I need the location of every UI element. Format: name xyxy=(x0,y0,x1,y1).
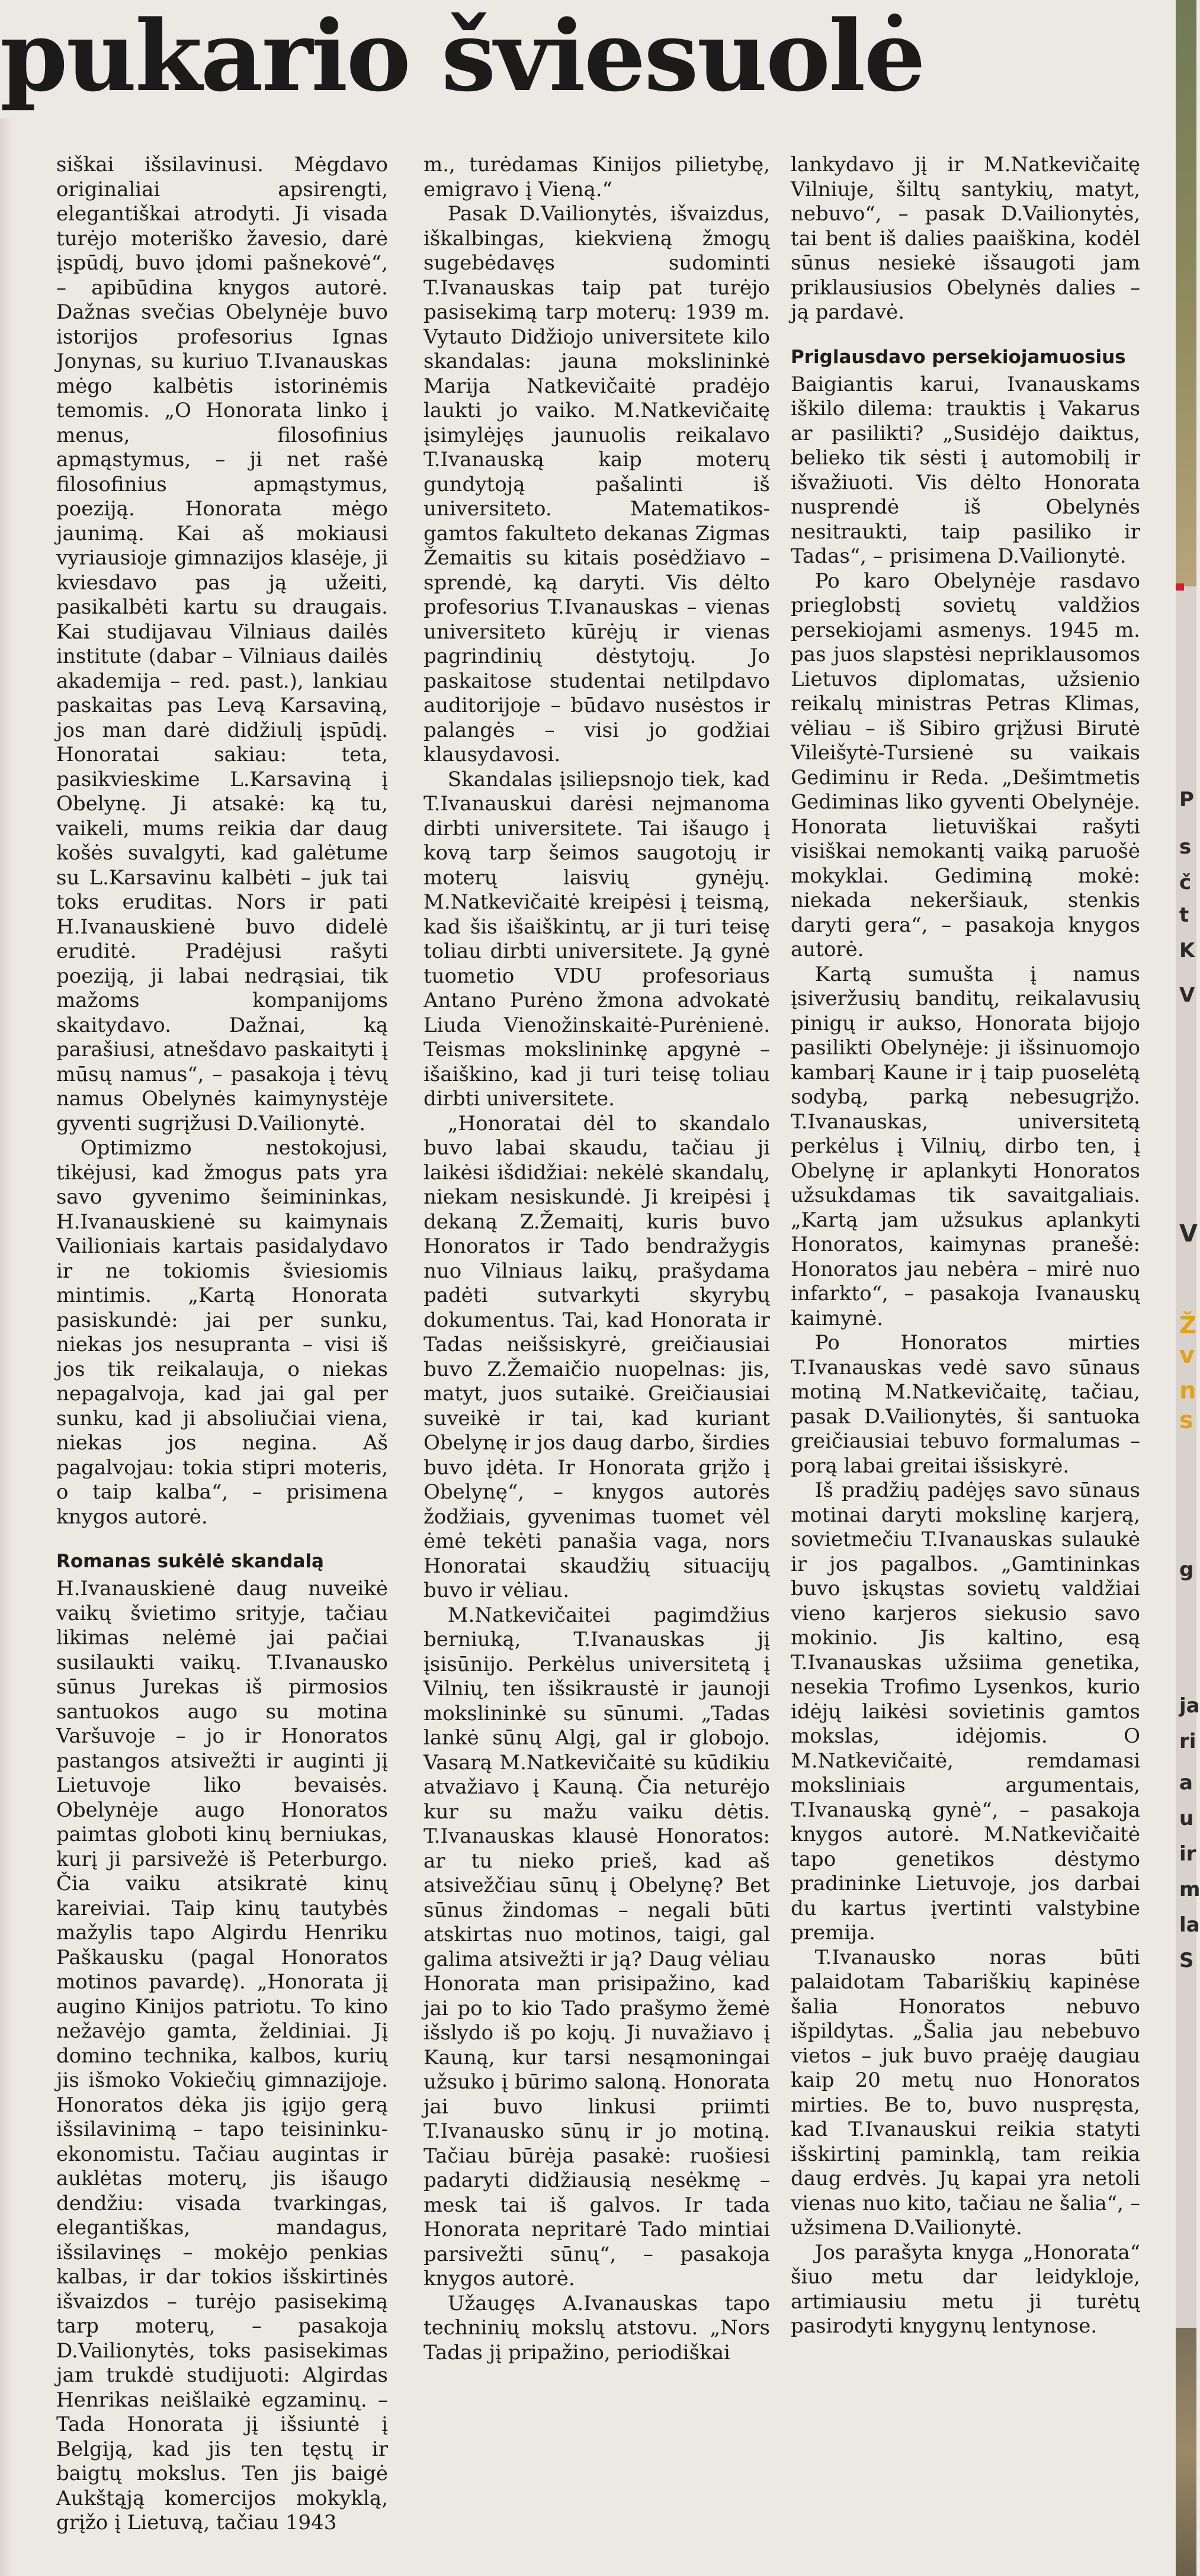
paragraph: M.Natkevičaitei pagimdžius berniuką, T.Ivanauskas jį įsisūnijo. Perkėlus universitetą į Vilnių, ten išsikraustė ir jaunoji mokslininkė su sūnumi. „Tadas lankė sūnų Algį, gal ir globojo. Vasarą M.Natkevičaitė su kūdikiu atvažiavo į Kauną. Čia neturėjo kur su mažu vaiku dėtis. T.Ivanauskas klausė Honoratos: ar tu nieko prieš, kad aš atsivežčiau sūnų į Obelynę? Bet sūnus žindomas – negali būti atskirtas nuo motinos, taigi, gal galima atsivežti ir ją? Daug vėliau Honorata man prisipažino, kad jai po to kio Tado prašymo žemė išslydo iš po kojų. Ji nuvažiavo į Kauną, kur tarsi nesąmoningai užsuko į būrimo saloną. Honorata jai buvo linkusi priimti T.Ivanausko sūnų ir jo motiną. Tačiau būrėja pasakė: ruošiesi padaryti didžiausią nesėkmę – mesk tai iš galvos. Ir tada Honorata nepritarė Tado mintiai parsivežti sūnų“, – pasakoja knygos autorė. xyxy=(423,1603,770,2291)
paragraph: Po karo Obelynėje rasdavo prieglobstį sovietų valdžios persekiojami asmenys. 1945 m. pas juos slapstėsi nepriklausomos Lietuvos diplomatas, užsienio reikalų ministras Petras Klimas, vėliau – iš Sibiro grįžusi Birutė Vileišytė-Tursienė su vaikais Gediminu ir Reda. „Dešimtmetis Gediminas liko gyventi Obelynėje. Honorata lietuviškai rašyti visiškai nemokantį vaiką paruošė mokyklai. Gediminą mokė: niekada nekeršiauk, stenkis daryti gera“, – pasakoja knygos autorė. xyxy=(791,569,1140,961)
strip-letter: t xyxy=(1179,903,1189,927)
strip-letter: s xyxy=(1179,1407,1193,1434)
article-column-2 xyxy=(423,153,770,2564)
strip-photo xyxy=(1176,0,1196,586)
strip-letter: č xyxy=(1179,871,1192,894)
strip-letter: ja xyxy=(1179,1694,1200,1718)
paragraph: Po Honoratos mirties T.Ivanauskas vedė savo sūnaus motiną M.Natkevičaitę, tačiau, pasak D.Vailionytės, ši santuoka greičiausiai tebuvo formalumas – porą labai greitai išsiskyrė. xyxy=(791,1331,1140,1478)
strip-letter: ri xyxy=(1179,1730,1196,1753)
section-subhead: Romanas sukėlė skandalą xyxy=(56,1551,324,1572)
paragraph: siškai išsilavinusi. Mėgdavo originaliai apsirengti, elegantiškai atrodyti. Ji visada turėjo moteriško žavesio, darė įspūdį, buvo įdomi pašnekovė“, – apibūdina knygos autorė. Dažnas svečias Obelynėje buvo istorijos profesorius Ignas Jonynas, su kuriuo T.Ivanauskas mėgo kalbėtis istorinėmis temomis. „O Honorata linko į menus, filosofinius apmąstymus, – ji net rašė filosofinius apmąstymus, poeziją. Honorata mėgo jaunimą. Kai aš mokiausi vyriausioje gimnazijos klasėje, ji kviesdavo pas ją užeiti, pasikalbėti kartu su draugais. Kai studijavau Vilniaus dailės institute (dabar – Vilniaus dailės akademija – red. past.), lankiau paskaitas pas Levą Karsaviną, jos man darė didžiulį įspūdį. Honoratai sakiau: teta, pasikvieskime L.Karsaviną į Obelynę. Ji atsakė: ką tu, vaikeli, mums reikia dar daug košės suvalgyti, kad galėtume su L.Karsavinu kalbėti – juk tai toks eruditas. Nors ir pati H.Ivanauskienė buvo didelė eruditė. Pradėjusi rašyti poeziją, ji labai nedrąsiai, tik mažoms kompanijoms skaitydavo. Dažnai, ką parašiusi, atnešdavo paskaityti į mūsų namus“, – pasakoja į tėvų namus Obelynės kaimynystėje gyventi sugrįžusi D.Vailionytė. xyxy=(56,153,388,1135)
article-column-3 xyxy=(791,153,1140,2564)
paragraph: Iš pradžių padėjęs savo sūnaus motinai daryti mokslinę karjerą, sovietmečiu T.Ivanauskas sulaukė ir jos pagalbos. „Gamtininkas buvo įskųstas sovietų valdžiai vieno karjeros siekusio savo mokinio. Jis kaltino, esą T.Ivanauskas užsiima genetika, nesekia Trofimo Lysenkos, kurio idėjų laikėsi sovietinis gamtos mokslas, idėjomis. O M.Natkevičaitė, remdamasi moksliniais argumentais, T.Ivanauską gynė“, – pasakoja knygos autorė. M.Natkevičaitė tapo genetikos dėstymo pradininke Lietuvoje, jos darbai du kartus įvertinti valstybine premija. xyxy=(791,1478,1140,1945)
strip-letter: la xyxy=(1179,1913,1200,1937)
strip-letter: g xyxy=(1179,1558,1194,1581)
paragraph: „Honoratai dėl to skandalo buvo labai skaudu, tačiau ji laikėsi išdidžiai: nekėlė skandalų, niekam nesiskundė. Ji kreipėsi į dekaną Z.Žemaitį, kuris buvo Honoratos ir Tado bendražygis nuo Vilniaus laikų, prašydama padėti sutvarkyti skyrybų dokumentus. Tai, kad Honorata ir Tadas neišsiskyrė, greičiausiai buvo Z.Žemaičio nuopelnas: jis, matyt, juos sutaikė. Greičiausiai suveikė ir tai, kad kuriant Obelynę ir jos daug darbo, širdies buvo įdėta. Ir Honorata grįžo į Obelynę“, – knygos autorės žodžiais, gyvenimas tuomet vėl ėmė tekėti panašia vaga, nors Honoratai skaudžių situacijų buvo ir vėliau. xyxy=(423,1111,770,1602)
strip-letter: s xyxy=(1179,835,1192,859)
paragraph: Baigiantis karui, Ivanauskams iškilo dilema: trauktis į Vakarus ar pasilikti? „Susidėjo daiktus, belieko tik sėsti į automobilį ir išvažiuoti. Vis dėlto Honorata nusprendė iš Obelynės nesitraukti, taip pasiliko ir Tadas“, – prisimena D.Vailionytė. xyxy=(791,372,1140,568)
paragraph: Skandalas įsiliepsnojo tiek, kad T.Ivanauskui darėsi nejmanoma dirbti universitete. Tai išaugo į kovą tarp šeimos saugotojų ir moterų laisvių gynėjų. M.Natkevičaitė kreipėsi į teismą, kad šis išaiškintų, ar ji turi teisę toliau dirbti universitete. Ją gynė tuometio VDU profesoriaus Antano Purėno žmona advokatė Liuda Vienožinskaitė-Purėnienė. Teismas mokslininkę apgynė – išaiškino, kad ji turi teisę toliau dirbti universitete. xyxy=(423,767,770,1111)
strip-letter: V xyxy=(1179,983,1195,1007)
strip-letter: Ž xyxy=(1179,1312,1197,1339)
section-subhead: Priglausdavo persekiojamuosius xyxy=(791,346,1126,368)
strip-letter: ir xyxy=(1179,1842,1196,1866)
paragraph: Optimizmo nestokojusi, tikėjusi, kad žmogus pats yra savo gyvenimo šeimininkas, H.Ivanauskienė su kaimynais Vailioniais kartais pasidalydavo ir ne tokiomis šviesiomis mintimis. „Kartą Honorata pasiskundė: jai per sunku, niekas jos nesupranta – visi iš jos tik reikalauja, o niekas nepagalvoja, kad jai gal per sunku, kad ji absoliučiai viena, niekas jos negina. Aš pagalvojau: tokia stipri moteris, o taip kalba“, – prisimena knygos autorė. xyxy=(56,1136,388,1529)
strip-letter: u xyxy=(1179,1807,1194,1830)
strip-letter: V xyxy=(1179,1220,1198,1247)
paragraph: T.Ivanausko noras būti palaidotam Tabariškių kapinėse šalia Honoratos nebuvo išpildytas. „Šalia jau nebebuvo vietos – juk buvo praėję daugiau kaip 20 metų nuo Honoratos mirties. Be to, buvo nuspręsta, kad T.Ivanauskui reikia statyti išskirtinį paminklą, tam reikia daug erdvės. Jų kapai yra netoli vienas nuo kito, tačiau ne šalia“, – užsimena D.Vailionytė. xyxy=(791,1945,1140,2240)
strip-letter: a xyxy=(1179,1771,1193,1795)
paragraph: Kartą sumušta į namus įsiveržusių banditų, reikalavusių pinigų ir aukso, Honorata bijojo pasilikti Obelynėje: ji išsinuomojo kambarį Kaune ir į taip puoselėtą sodybą, parką nebesugrįžo. T.Ivanauskas, universitetą perkėlus į Vilnių, dirbo ten, į Obelynę ir aplankyti Honoratos užsukdamas tik savaitgaliais. „Kartą jam užsukus aplankyti Honoratos, kaimynas pranešė: Honoratos jau nebėra – mirė nuo infarkto“, – pasakoja Ivanauskų kaimynė. xyxy=(791,962,1140,1330)
article-column-1 xyxy=(56,153,388,2564)
strip-letter: S xyxy=(1179,1949,1194,1972)
paragraph: Pasak D.Vailionytės, išvaizdus, iškalbingas, kiekvieną žmogų sugebėdavęs sudominti T.Ivanauskas taip pat turėjo pasisekimą tarp moterų: 1939 m. Vytauto Didžiojo universitete kilo skandalas: jauna mokslininkė Marija Natkevičaitė pradėjo laukti jo vaiko. M.Natkevičaitę įsimylėjęs jaunuolis reikalavo T.Ivanauską kaip moterų gundytoją pašalinti iš universiteto. Matematikos-gamtos fakulteto dekanas Zigmas Žemaitis su kitais posėdžiavo – sprendė, ką daryti. Vis dėlto profesorius T.Ivanauskas – vienas universiteto kūrėjų ir vienas pagrindinių dėstytojų. Jo paskaitose studentai netilpdavo auditorijoje – būdavo nusėstos ir palangės – visi jo godžiai klausydavosi. xyxy=(423,202,770,766)
paragraph: Jos parašyta knyga „Honorata“ šiuo metu dar leidykloje, artimiausiu metu ji turėtų pasirodyti knygynų lentynose. xyxy=(791,2240,1140,2338)
page-fold-shadow xyxy=(0,118,13,2576)
strip-letter: n xyxy=(1179,1377,1196,1404)
article-headline: pukario šviesuolė xyxy=(0,0,924,113)
paragraph: lankydavo jį ir M.Natkevičaitę Vilniuje, šiltų santykių, matyt, nebuvo“, – pasak D.Vailionytės, tai bent iš dalies paaiškina, kodėl sūnus nesiekė išsaugoti jam priklausiusios Obelynės dalies – ją pardavė. xyxy=(791,153,1140,324)
strip-letter: v xyxy=(1179,1342,1195,1369)
paragraph: H.Ivanauskienė daug nuveikė vaikų švietimo srityje, tačiau likimas nelėmė jai pačiai susilaukti vaikų. T.Ivanausko sūnus Jurekas iš pirmosios santuokos augo su motina Varšuvoje – jo ir Honoratos pastangos atsivežti ir auginti jį Lietuvoje liko bevaisės. Obelynėje augo Honoratos paimtas globoti kinų berniukas, kurį ji parsivežė iš Peterburgo. Čia vaiku atsikratė kinų kareiviai. Taip kinų tautybės mažylis tapo Algirdu Henriku Paškausku (pagal Honoratos motinos pavardę). „Honorata jį augino Kinijos patriotu. To kino nežavėjo gamta, želdiniai. Jį domino technika, kalbos, kurių jis išmoko Vokiečių gimnazijoje. Honoratos dėka jis įgijo gerą išsilavinimą – tapo teisininku-ekonomistu. Tačiau augintas ir auklėtas moterų, jis išaugo dendžiu: visada tvarkingas, elegantiškas, mandagus, išsilavinęs – mokėjo penkias kalbas, ir dar tokios išskirtinės išvaizdos – turėjo pasisekimą tarp moterų, – pasakoja D.Vailionytės, toks pasisekimas jam trukdė studijuoti: Algirdas Henrikas neišlaikė egzaminų. – Tada Honorata jį išsiuntė į Belgiją, kad jis ten tęstų ir baigtų mokslus. Ten jis baigė Aukštąją komercijos mokyklą, grįžo į Lietuvą, tačiau 1943 xyxy=(56,1577,388,2535)
strip-letter: P xyxy=(1179,788,1194,811)
adjacent-page-strip xyxy=(1176,0,1200,2576)
strip-letter: m xyxy=(1179,1878,1200,1901)
strip-letter: K xyxy=(1179,939,1195,963)
paragraph: Užaugęs A.Ivanauskas tapo techninių mokslų atstovu. „Nors Tadas jį pripažino, periodiškai xyxy=(423,2291,770,2365)
paragraph: m., turėdamas Kinijos pilietybę, emigravo į Vieną.“ xyxy=(423,153,770,201)
strip-marker xyxy=(1176,583,1184,591)
strip-photo-bottom xyxy=(1176,2328,1196,2576)
